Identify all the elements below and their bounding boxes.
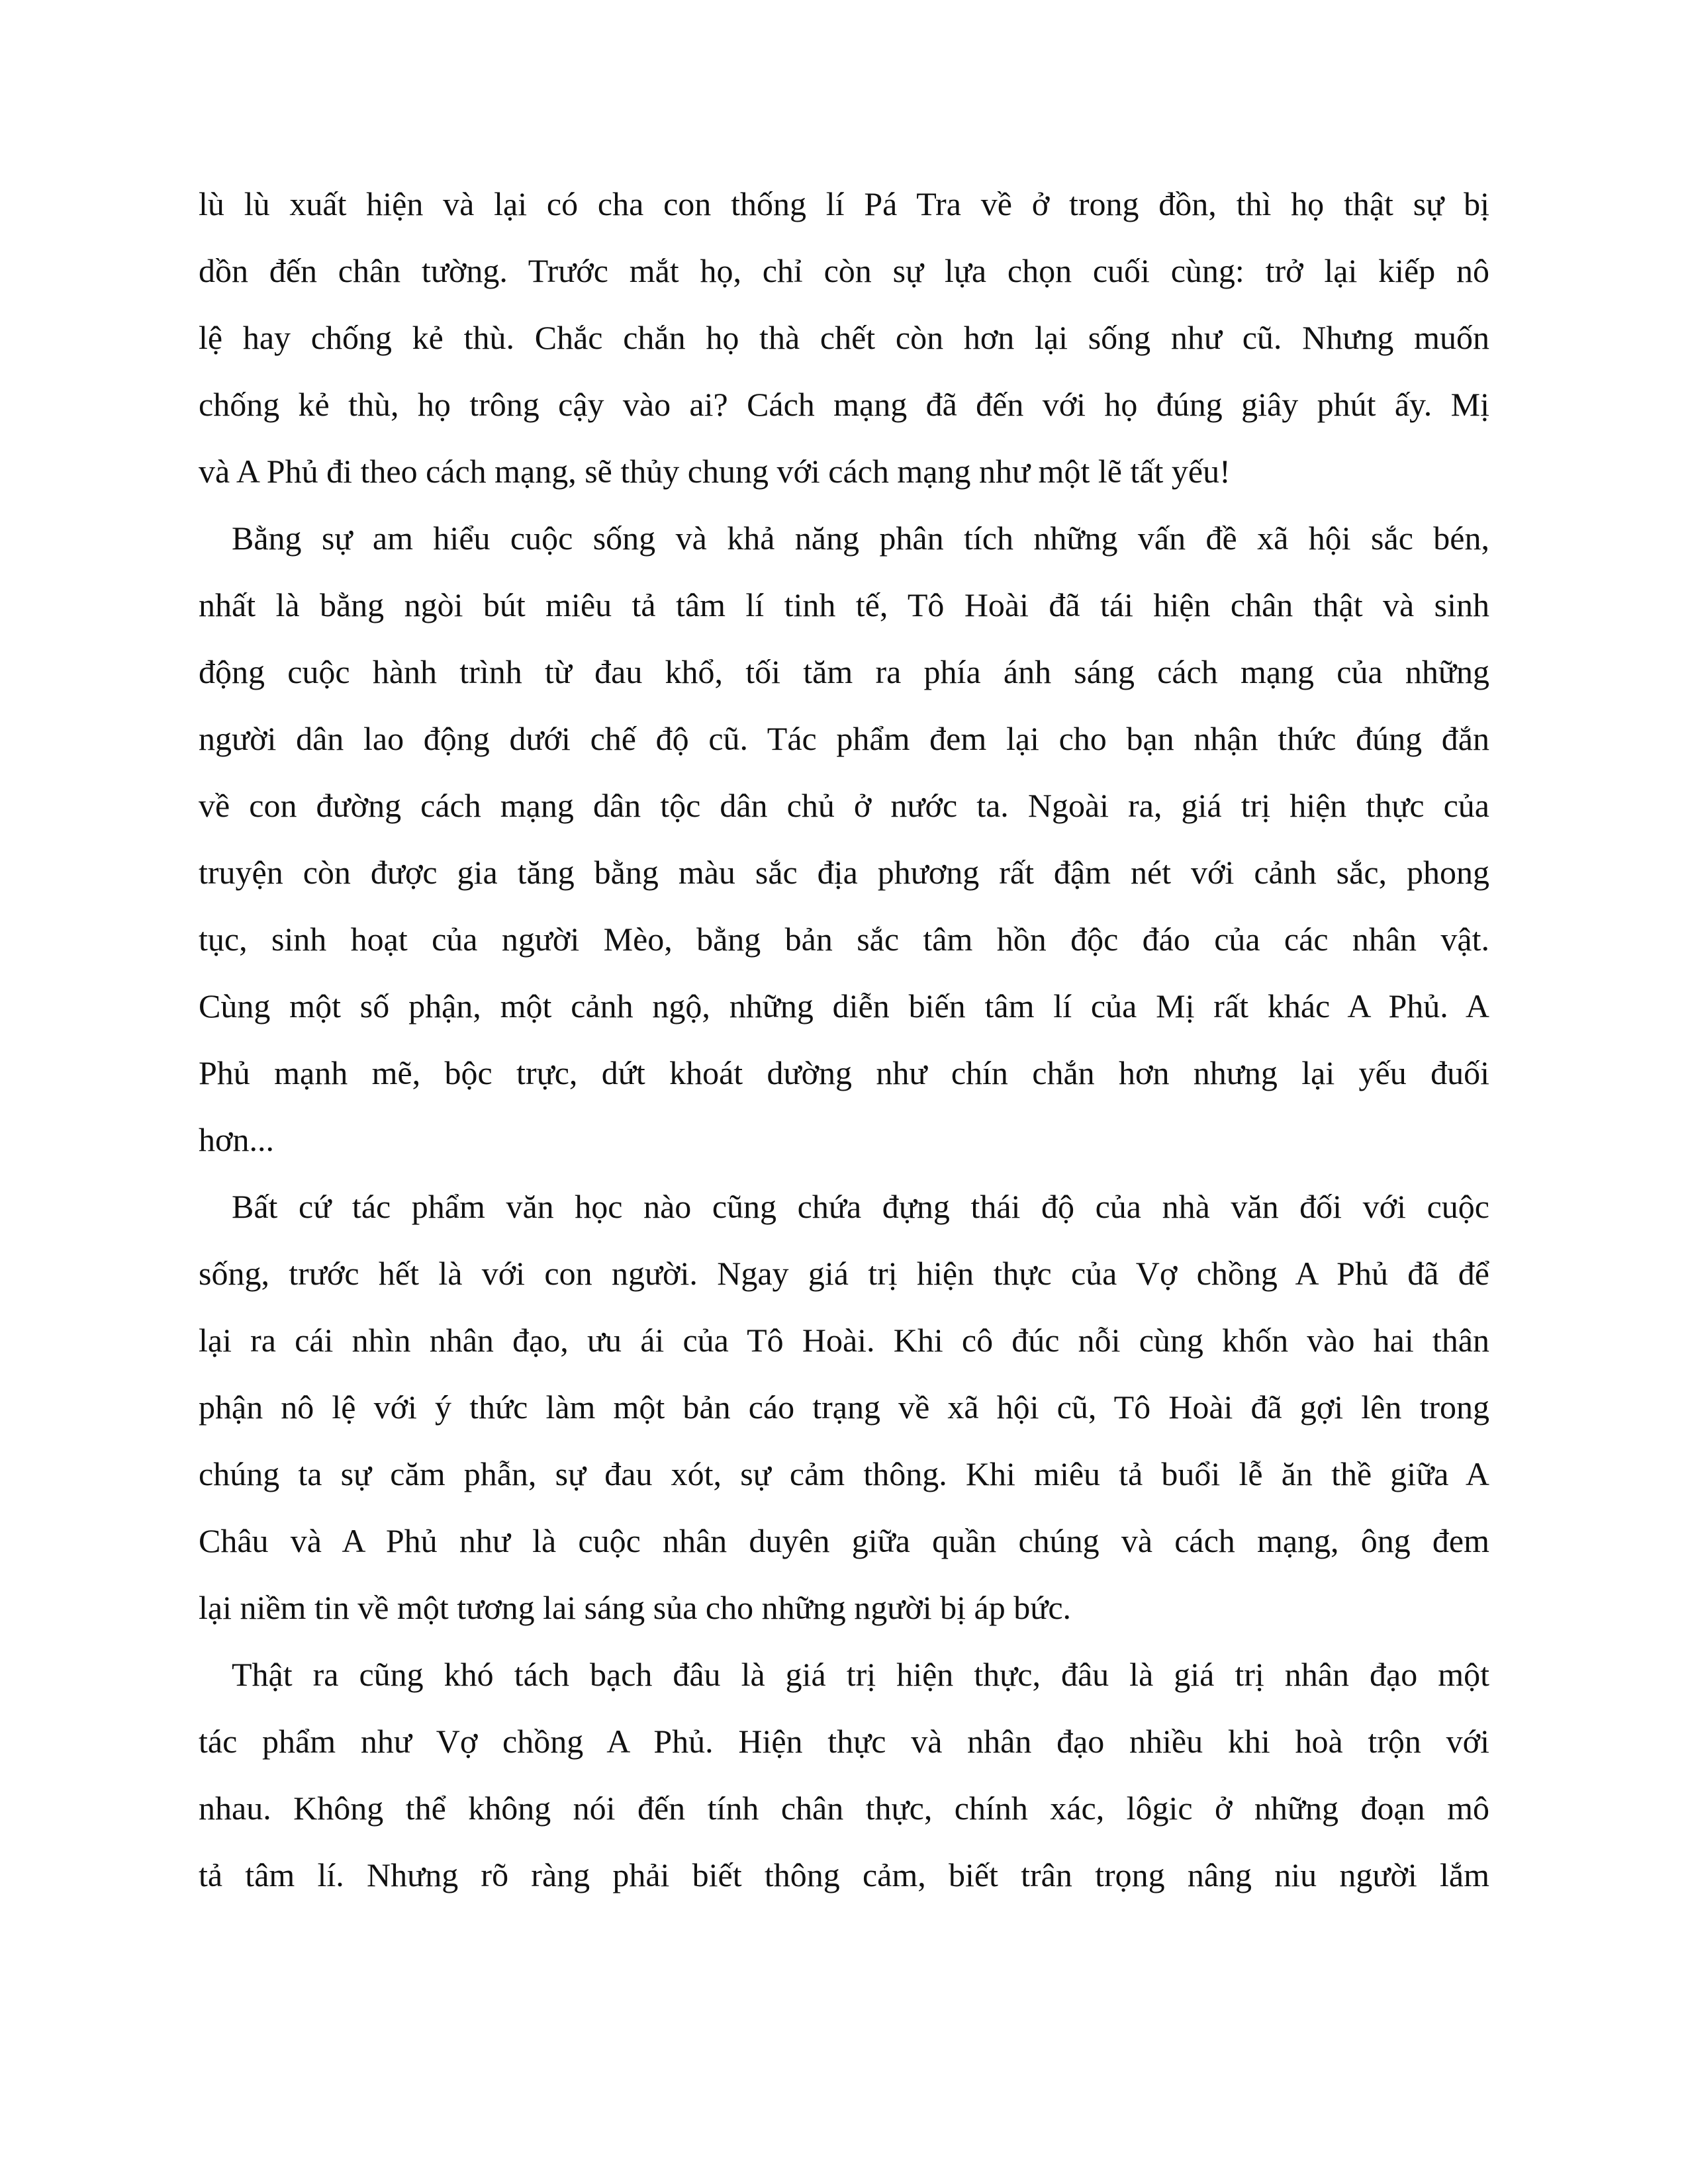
- text-line: phận nô lệ với ý thức làm một bản cáo trạng về xã hội cũ, Tô Hoài đã gợi lên trong: [199, 1388, 1489, 1426]
- text-line: truyện còn được gia tăng bằng màu sắc địa phương rất đậm nét với cảnh sắc, phong: [199, 854, 1489, 891]
- text-line: động cuộc hành trình từ đau khổ, tối tăm ra phía ánh sáng cách mạng của những: [199, 653, 1489, 690]
- text-line: Bằng sự am hiểu cuộc sống và khả năng phân tích những vấn đề xã hội sắc bén,: [232, 520, 1489, 557]
- text-line: lại ra cái nhìn nhân đạo, ưu ái của Tô Hoài. Khi cô đúc nỗi cùng khốn vào hai thân: [199, 1322, 1489, 1359]
- text-line: và A Phủ đi theo cách mạng, sẽ thủy chung với cách mạng như một lẽ tất yếu!: [199, 453, 1231, 490]
- text-line: lệ hay chống kẻ thù. Chắc chắn họ thà chết còn hơn lại sống như cũ. Nhưng muốn: [199, 319, 1489, 356]
- text-line: lù lù xuất hiện và lại có cha con thống lí Pá Tra về ở trong đồn, thì họ thật sự bị: [199, 185, 1489, 222]
- text-line: Cùng một số phận, một cảnh ngộ, những diễn biến tâm lí của Mị rất khác A Phủ. A: [199, 987, 1489, 1024]
- text-line: người dân lao động dưới chế độ cũ. Tác phẩm đem lại cho bạn nhận thức đúng đắn: [199, 720, 1489, 757]
- paragraph: [199, 171, 1489, 505]
- text-line: về con đường cách mạng dân tộc dân chủ ở nước ta. Ngoài ra, giá trị hiện thực của: [199, 787, 1489, 824]
- text-line: lại niềm tin về một tương lai sáng sủa cho những người bị áp bức.: [199, 1589, 1072, 1626]
- text-line: sống, trước hết là với con người. Ngay giá trị hiện thực của Vợ chồng A Phủ đã để: [199, 1255, 1489, 1292]
- text-line: Thật ra cũng khó tách bạch đâu là giá trị hiện thực, đâu là giá trị nhân đạo một: [232, 1656, 1489, 1693]
- text-line: tác phẩm như Vợ chồng A Phủ. Hiện thực và nhân đạo nhiều khi hoà trộn với: [199, 1723, 1489, 1760]
- text-line: Châu và A Phủ như là cuộc nhân duyên giữa quần chúng và cách mạng, ông đem: [199, 1522, 1489, 1559]
- text-line: Phủ mạnh mẽ, bộc trực, dứt khoát dường như chín chắn hơn nhưng lại yếu đuối: [199, 1054, 1489, 1091]
- text-line: nhất là bằng ngòi bút miêu tả tâm lí tinh tế, Tô Hoài đã tái hiện chân thật và sinh: [199, 586, 1489, 623]
- text-line: chúng ta sự căm phẫn, sự đau xót, sự cảm thông. Khi miêu tả buổi lễ ăn thề giữa A: [199, 1455, 1489, 1492]
- text-line: hơn...: [199, 1121, 274, 1158]
- text-line: chống kẻ thù, họ trông cậy vào ai? Cách mạng đã đến với họ đúng giây phút ấy. Mị: [199, 386, 1489, 423]
- text-line: tả tâm lí. Nhưng rõ ràng phải biết thông cảm, biết trân trọng nâng niu người lắm: [199, 1856, 1489, 1893]
- text-line: tục, sinh hoạt của người Mèo, bằng bản sắc tâm hồn độc đáo của các nhân vật.: [199, 921, 1489, 958]
- text-line: Bất cứ tác phẩm văn học nào cũng chứa đựng thái độ của nhà văn đối với cuộc: [232, 1188, 1489, 1225]
- paragraph: [199, 505, 1489, 1173]
- body-text: [199, 171, 1489, 1909]
- text-line: nhau. Không thể không nói đến tính chân thực, chính xác, lôgic ở những đoạn mô: [199, 1790, 1489, 1827]
- text-line: dồn đến chân tường. Trước mắt họ, chỉ còn sự lựa chọn cuối cùng: trở lại kiếp nô: [199, 252, 1489, 289]
- paragraph: [199, 1641, 1489, 1909]
- paragraph: [199, 1173, 1489, 1641]
